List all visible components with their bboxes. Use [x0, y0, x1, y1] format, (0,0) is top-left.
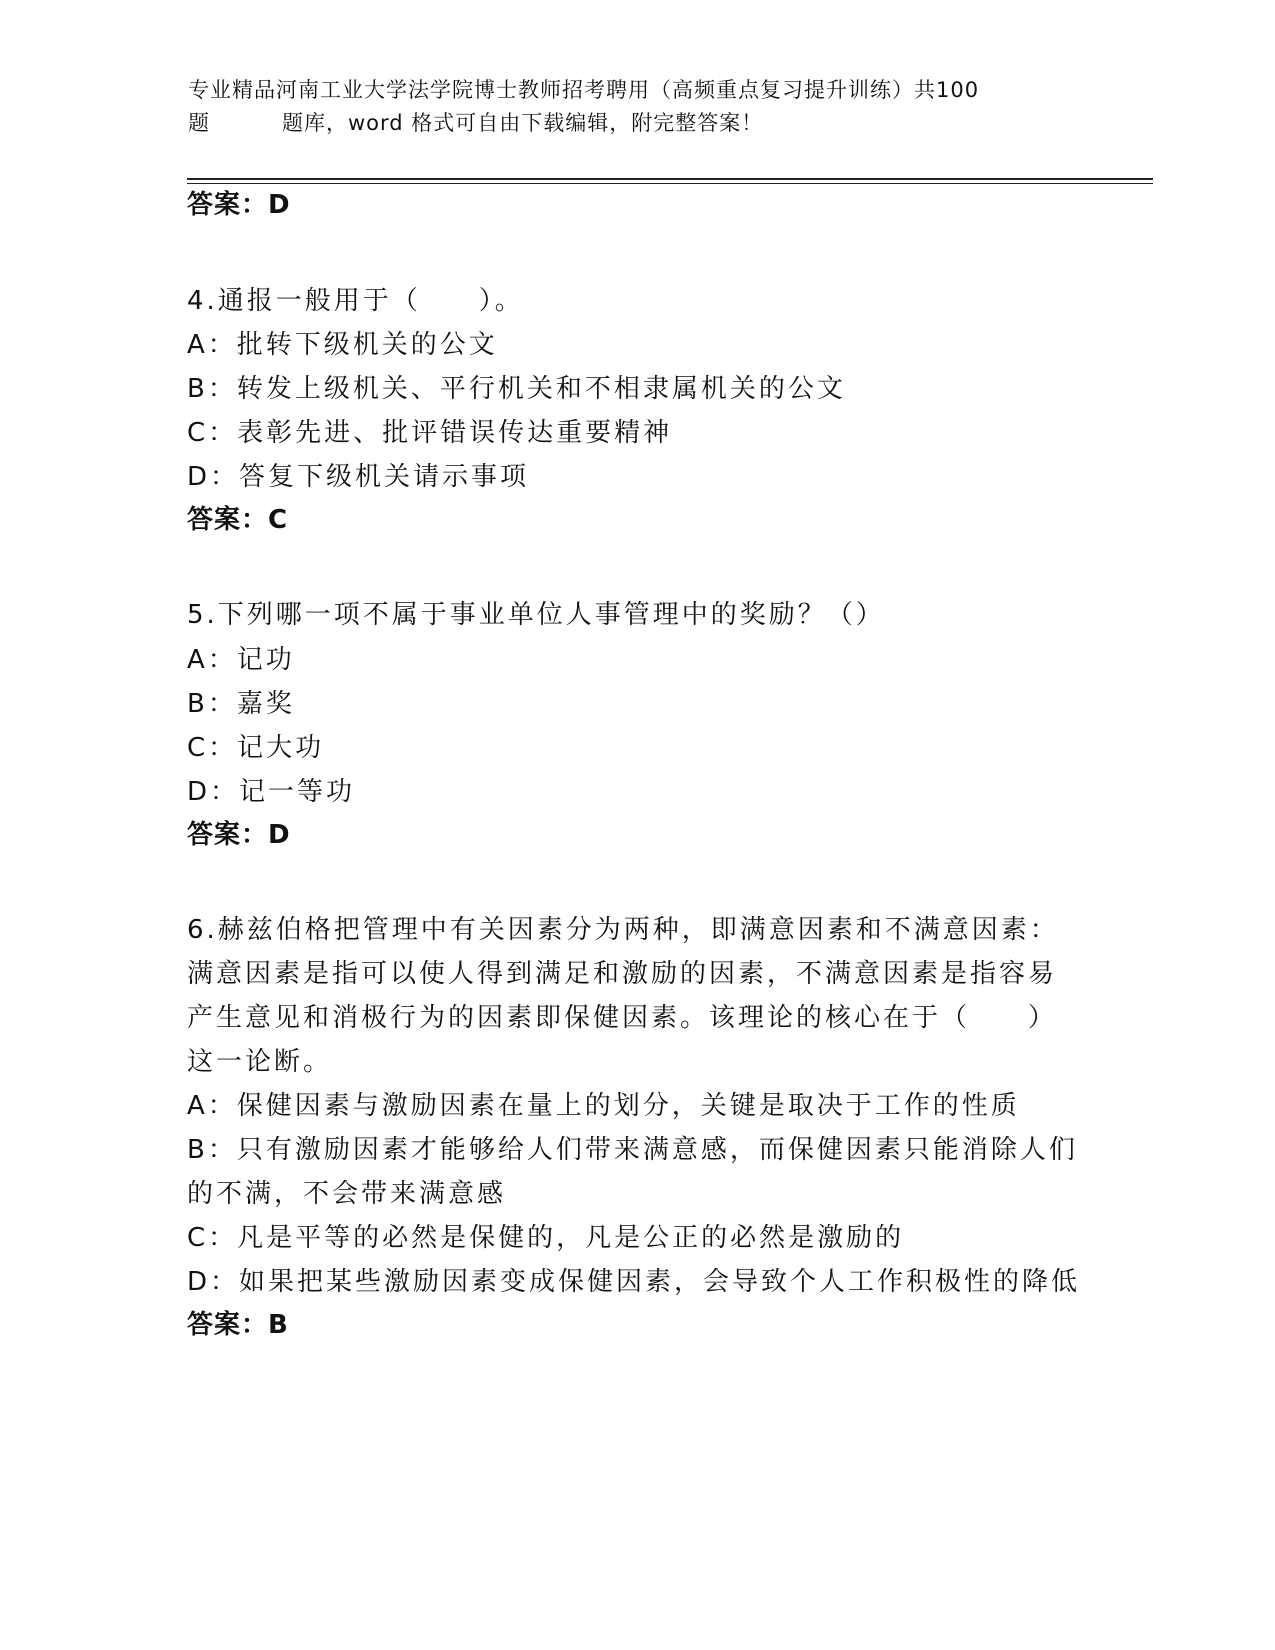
question-5-option-a: A：记功	[187, 645, 295, 675]
question-6-stem-line-4: 这一论断。	[187, 1047, 333, 1077]
question-6-option-d: D：如果把某些激励因素变成保健因素，会导致个人工作积极性的降低	[187, 1267, 1081, 1297]
question-6-stem-line-3: 产生意见和消极行为的因素即保健因素。该理论的核心在于（ ）	[187, 1003, 1058, 1033]
header-line-2	[188, 107, 1088, 140]
question-6-answer: 答案：B	[187, 1310, 289, 1340]
header-line-2-start: 题	[188, 111, 210, 135]
question-6-option-a: A：保健因素与激励因素在量上的划分，关键是取决于工作的性质	[187, 1091, 1020, 1121]
question-5-answer: 答案：D	[187, 820, 291, 850]
question-4-stem: 4.通报一般用于（ ）。	[187, 286, 524, 316]
question-5-option-d: D：记一等功	[187, 777, 356, 807]
question-4-option-b: B：转发上级机关、平行机关和不相隶属机关的公文	[187, 374, 846, 404]
question-6-stem-line-2: 满意因素是指可以使人得到满足和激励的因素，不满意因素是指容易	[187, 959, 1058, 989]
question-6-option-c: C：凡是平等的必然是保健的，凡是公正的必然是激励的	[187, 1223, 905, 1253]
header-rule-thin	[187, 183, 1153, 184]
question-6-option-b: B：只有激励因素才能够给人们带来满意感，而保健因素只能消除人们	[187, 1135, 1078, 1165]
question-4-answer: 答案：C	[187, 505, 289, 535]
header-line-2-end: 题库，word 格式可自由下载编辑，附完整答案！	[282, 111, 764, 135]
document-header	[188, 74, 1088, 140]
question-4-option-d: D：答复下级机关请示事项	[187, 462, 530, 492]
question-6-stem-line-1: 6.赫兹伯格把管理中有关因素分为两种，即满意因素和不满意因素：	[187, 915, 1059, 945]
question-4-option-c: C：表彰先进、批评错误传达重要精神	[187, 418, 673, 448]
header-rule-thick	[187, 178, 1153, 180]
question-5-option-b: B：嘉奖	[187, 689, 295, 719]
question-5-stem: 5.下列哪一项不属于事业单位人事管理中的奖励？（）	[187, 600, 885, 630]
previous-answer: 答案：D	[187, 190, 291, 220]
question-4-option-a: A：批转下级机关的公文	[187, 330, 498, 360]
question-6-option-b-continued: 的不满，不会带来满意感	[187, 1179, 507, 1209]
header-line-1: 专业精品河南工业大学法学院博士教师招考聘用（高频重点复习提升训练）共100	[188, 78, 980, 102]
question-5-option-c: C：记大功	[187, 733, 325, 763]
